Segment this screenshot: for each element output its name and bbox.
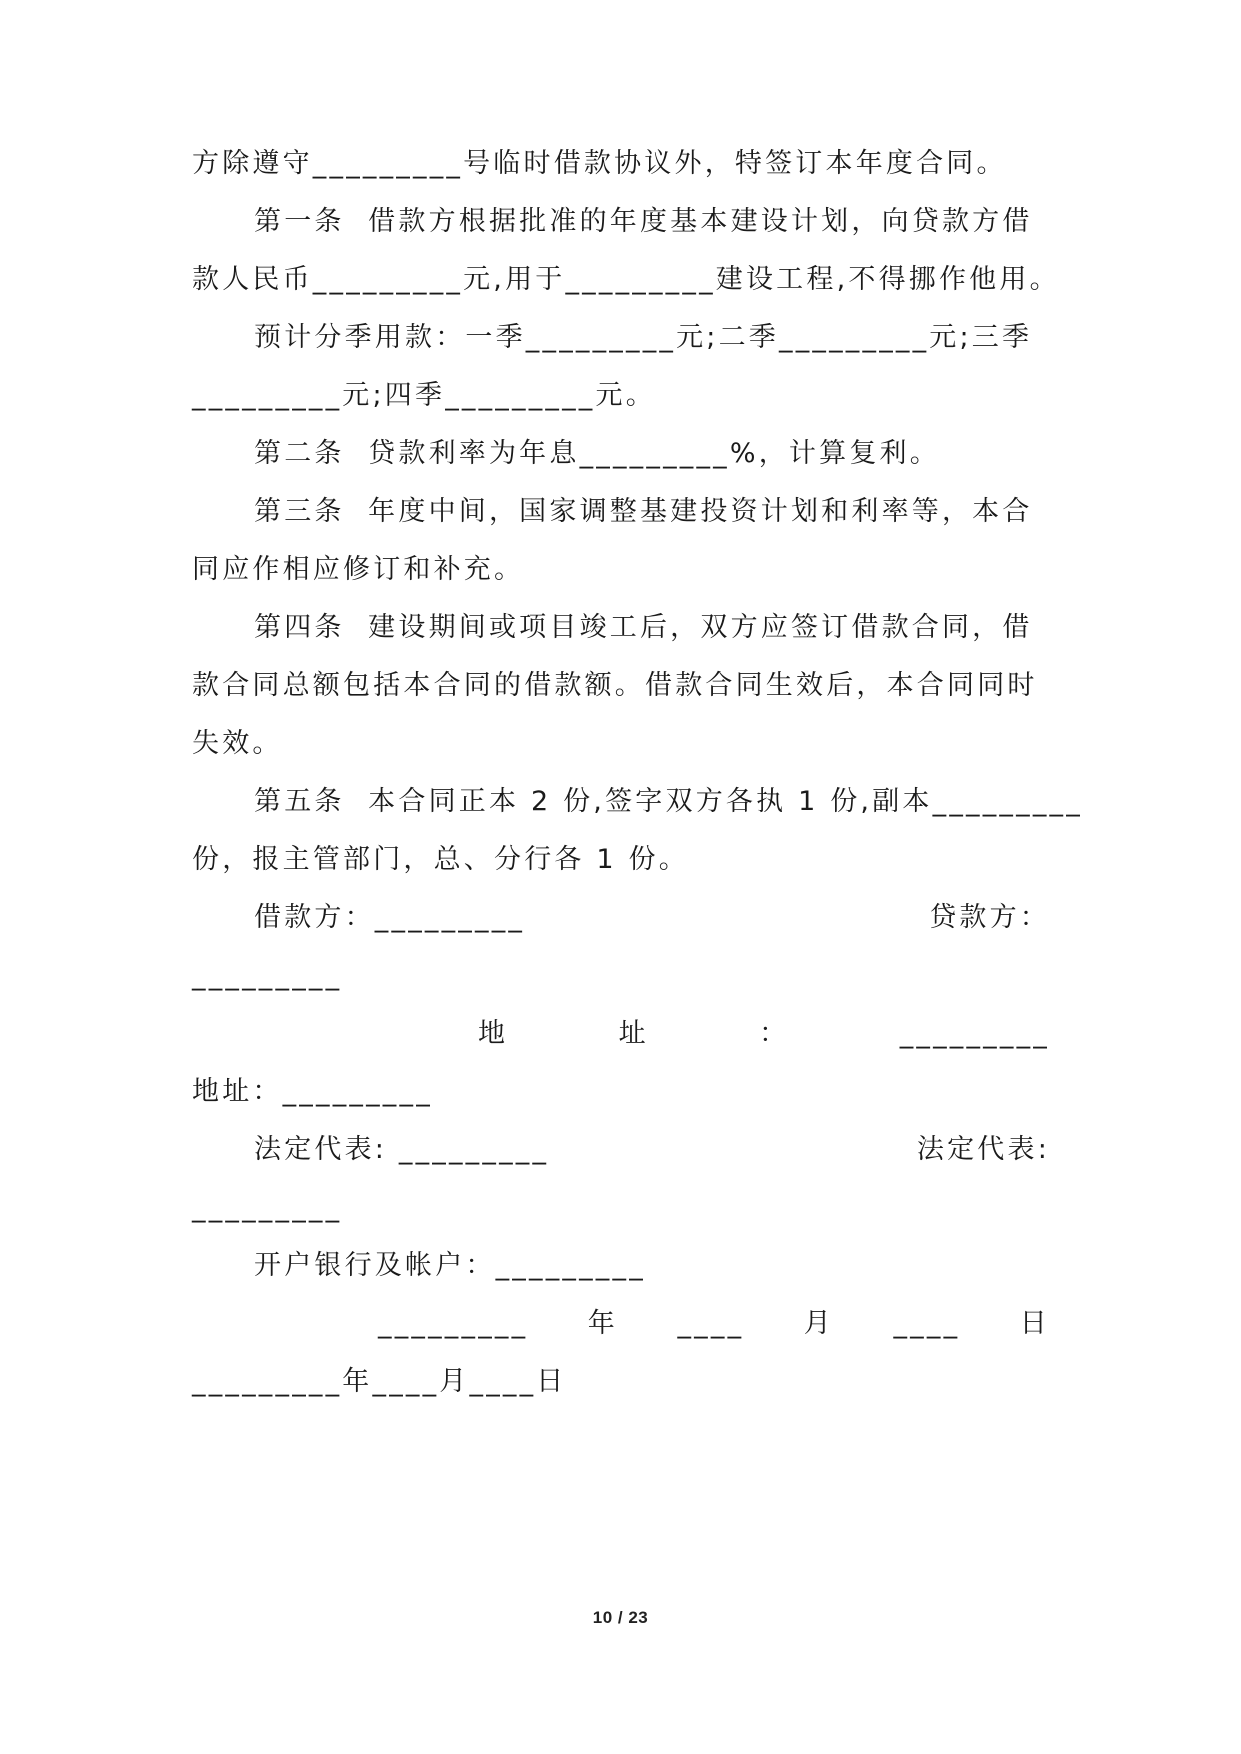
paragraph-line: 份，报主管部门，总、分行各 1 份。 [192,844,689,875]
date-year-blank: _________ [378,1308,529,1339]
lender-blank: _________ [192,960,343,991]
legal-rep-blank: _________ [192,1192,343,1223]
paragraph-line: 款人民币_________元,用于_________建设工程,不得挪作他用。 [192,264,1060,295]
clause-1-line: 第一条 借款方根据批准的年度基本建设计划，向贷款方借 [254,206,1033,237]
borrower-label: 借款方：_________ [254,902,526,933]
paragraph-line: 款合同总额包括本合同的借款额。借款合同生效后，本合同同时 [192,670,1038,701]
clause-3-line: 第三条 年度中间，国家调整基建投资计划和利率等，本合 [254,496,1033,527]
quarterly-schedule-line: 预计分季用款：一季_________元;二季_________元;三季 [254,322,1033,353]
legal-rep-right: 法定代表: [916,1134,1050,1165]
paragraph-line: 方除遵守_________号临时借款协议外，特签订本年度合同。 [192,148,1007,179]
address-char-1: 地 [478,1018,509,1049]
date-month-char: 月 [803,1308,834,1339]
legal-rep-left: 法定代表: _________ [254,1134,550,1165]
paragraph-line: 同应作相应修订和补充。 [192,554,525,585]
paragraph-line: 失效。 [192,728,283,759]
clause-2-line: 第二条 贷款利率为年息_________%，计算复利。 [254,438,940,469]
date-line: _________年____月____日 [192,1366,567,1397]
address-char-2: 址 [618,1018,649,1049]
address-blank: _________ [899,1018,1050,1049]
date-day-blank: ____ [893,1308,961,1339]
date-month-blank: ____ [677,1308,745,1339]
address-spread-row [478,1017,1050,1051]
lender-label: 贷款方： [929,902,1050,933]
date-day-char: 日 [1019,1308,1050,1339]
bank-account-line: 开户银行及帐户：_________ [254,1250,646,1281]
address-line: 地址：_________ [192,1076,433,1107]
clause-4-line: 第四条 建设期间或项目竣工后，双方应签订借款合同，借 [254,612,1033,643]
address-colon: ： [759,1018,790,1049]
party-row [254,901,1050,935]
legal-rep-row [254,1133,1050,1167]
date-spread-row [378,1307,1050,1341]
page-number: 10 / 23 [592,1608,649,1627]
date-year-char: 年 [587,1308,618,1339]
clause-5-line: 第五条 本合同正本 2 份,签字双方各执 1 份,副本_________ [254,786,1083,817]
paragraph-line: _________元;四季_________元。 [192,380,656,411]
